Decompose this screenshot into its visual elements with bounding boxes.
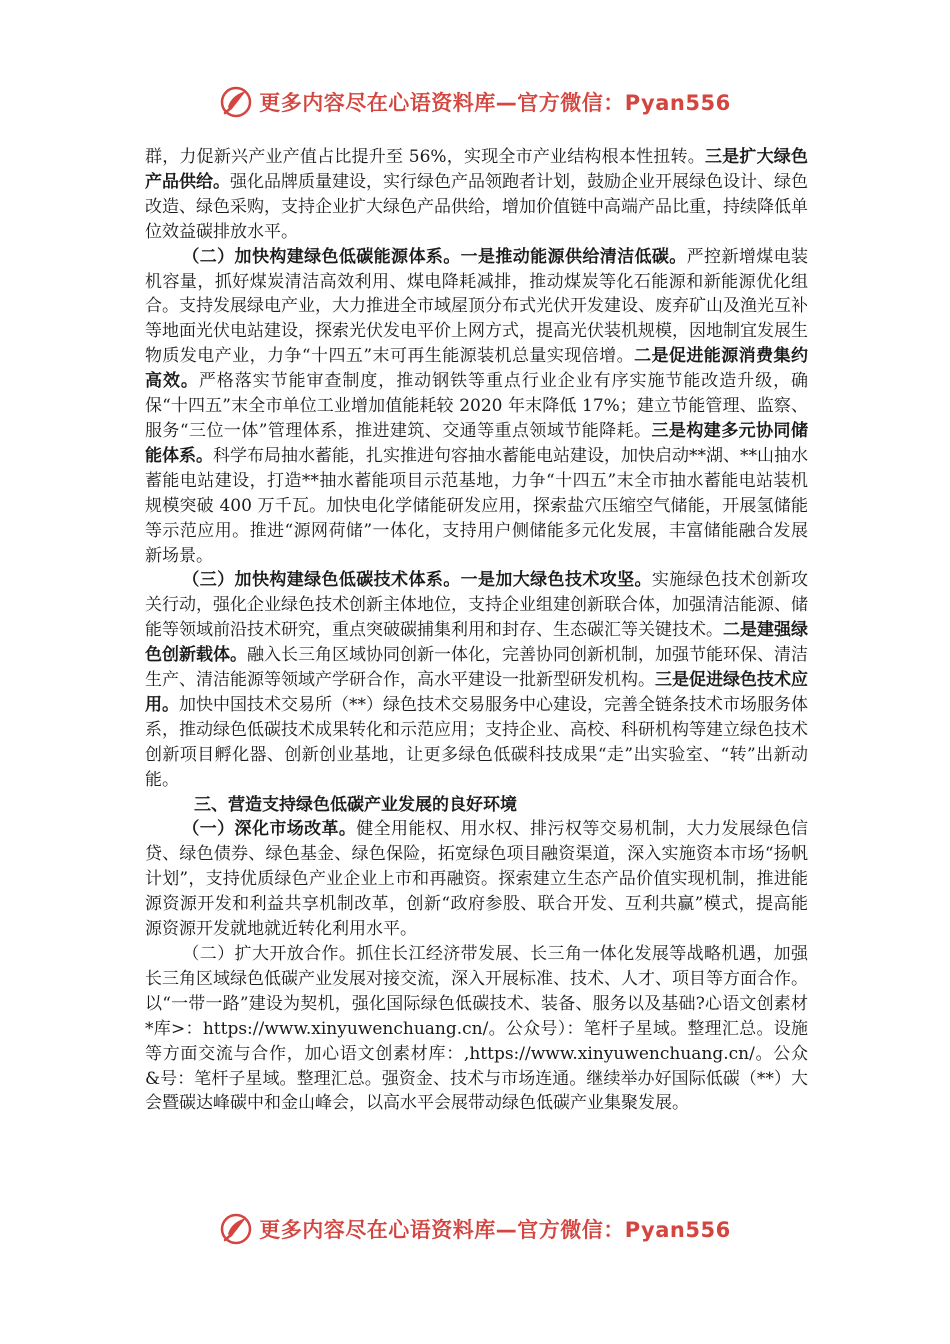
text-run: 健全用能权、用水权、排污权等交易机制，大力发展绿色信贷、绿色债券、绿色基金、绿色保险，拓宽绿色项目融资渠道，深入实施资本市场“扬帆计划”，支持优质绿色产业企业上市和再融资。探索建立生态产品价值实现机制，推进能源资源开发和利益共享机制改革，创新“政府参股、联合开发、互利共赢”模式，提高能源资源开发就地就近转化利用水平。 — [145, 819, 809, 940]
text-run: 实施绿色技术创新攻关行动，强化企业绿色技术创新主体地位，支持企业组建创新联合体，加强清洁能源、储能等领域前沿技术研究，重点突破碳捕集利用和封存、生态碳汇等关键技术。 — [145, 570, 809, 641]
section-heading: 三、营造支持绿色低碳产业发展的良好环境 — [194, 794, 517, 815]
paragraph-5 — [145, 942, 808, 1116]
bold-run: 三是促进绿色技术应用。 — [145, 670, 808, 715]
bold-run: （二）加快构建绿色低碳能源体系。一是推动能源供给清洁低碳。 — [182, 246, 687, 267]
bold-run: 二是建强绿色创新载体。 — [145, 620, 808, 666]
text-run: 科学布局抽水蓄能，扎实推进句容抽水蓄能电站建设，加快启动**湖、**山抽水蓄能电站建设，打造**抽水蓄能项目示范基地，力争“十四五”末全市抽水蓄能电站装机规模突破 400 万千瓦。加快电化学储能研发应用，探索盐穴压缩空气储能，开展氢储能等示范应用。推进“源网荷储”一体化，支持用户侧储能多元化发展，丰富储能融合发展新场景。 — [145, 445, 808, 566]
text-run: （二）扩大开放合作。抓住长江经济带发展、长三角一体化发展等战略机遇，加强长三角区域绿色低碳产业发展对接交流，深入开展标准、技术、人才、项目等方面合作。以“一带一路”建设为契机，强化国际绿色低碳技术、装备、服务以及基础?心语文创素材*库>：https://www.xinyuwenchuang.cn/。公众号）：笔杆子星域。整理汇总。设施等方面交流与合作，加心语文创素材库：,https://www.xinyuwenchuang.cn/。公众&号：笔杆子星域。整理汇总。强资金、技术与市场连通。继续举办好国际低碳（**）大会暨碳达峰碳中和金山峰会，以高水平会展带动绿色低碳产业集聚发展。 — [145, 944, 808, 1114]
text-run: 加快中国技术交易所（**）绿色技术交易服务中心建设，完善全链条技术市场服务体系，推动绿色低碳技术成果转化和示范应用；支持企业、高校、科研机构等建立绿色技术创新项目孵化器、创新创业基地，让更多绿色低碳科技成果“走”出实验室、“转”出新动能。 — [145, 694, 808, 790]
bold-run: 三是构建多元协同储能体系。 — [145, 420, 808, 466]
bold-run: （三）加快构建绿色低碳技术体系。一是加大绿色技术攻坚。 — [182, 570, 652, 591]
paragraph-1 — [145, 145, 808, 245]
bold-run: 二是促进能源消费集约高效。 — [145, 346, 808, 392]
text-run: 强化品牌质量建设，实行绿色产品领跑者计划，鼓励企业开展绿色设计、绿色改造、绿色采购，支持企业扩大绿色产品供给，增加价值链中高端产品比重，持续降低单位效益碳排放水平。 — [145, 171, 808, 242]
header-banner — [0, 82, 950, 122]
footer-banner — [0, 1209, 950, 1249]
text-run: 群，力促新兴产业产值占比提升至 56%，实现全市产业结构根本性扭转。 — [145, 147, 705, 167]
logo-icon — [219, 85, 253, 119]
document-body — [145, 145, 808, 1116]
logo-icon — [219, 1212, 253, 1246]
text-run: 严控新增煤电装机容量，抓好煤炭清洁高效利用、煤电降耗减排，推动煤炭等化石能源和新能源优化组合。支持发展绿电产业，大力推进全市域屋顶分布式光伏开发建设、废弃矿山及渔光互补等地面光伏电站建设，探索光伏发电平价上网方式，提高光伏装机规模，因地制宜发展生物质发电产业，力争“十四五”末可再生能源装机总量实现倍增。 — [145, 246, 809, 367]
paragraph-4 — [145, 817, 808, 942]
text-run: 严格落实节能审查制度，推动钢铁等重点行业企业有序实施节能改造升级，确保“十四五”末全市单位工业增加值能耗较 2020 年末降低 17%；建立节能管理、监察、服务“三位一体”管理体系，推进建筑、交通等重点领域节能降耗。 — [145, 371, 809, 441]
bold-run: （一）深化市场改革。 — [182, 819, 357, 840]
bold-run: 三是扩大绿色产品供给。 — [145, 147, 808, 192]
text-run: 融入长三角区域协同创新一体化，完善协同创新机制，加强节能环保、清洁生产、清洁能源等领域产学研合作，高水平建设一批新型研发机构。 — [145, 645, 808, 691]
banner-text: 更多内容尽在心语资料库—官方微信：Pyan556 — [259, 91, 731, 115]
paragraph-2 — [145, 245, 808, 569]
paragraph-3 — [145, 568, 808, 792]
banner-text: 更多内容尽在心语资料库—官方微信：Pyan556 — [259, 1218, 731, 1242]
